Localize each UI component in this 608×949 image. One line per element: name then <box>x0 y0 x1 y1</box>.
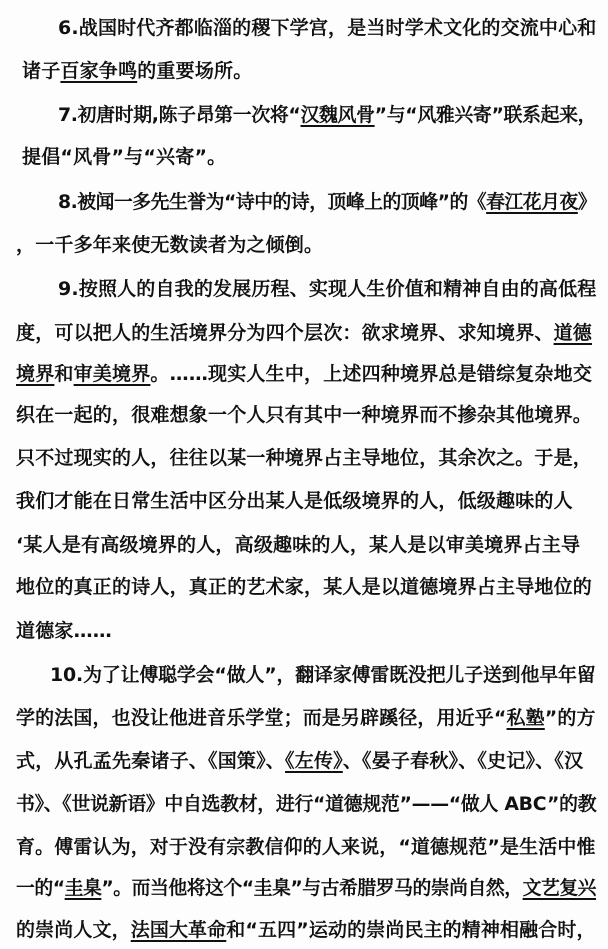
text-line <box>16 362 592 386</box>
text-segment: 学的法国，也没让他进音乐学堂；而是另辟蹊径，用近乎“ <box>16 707 507 729</box>
text-segment: 和 <box>54 363 74 385</box>
text-segment: ”与“风雅兴寄”联系起来， <box>374 104 597 126</box>
text-segment: 诸子 <box>22 60 61 82</box>
underlined-term: 私塾 <box>506 707 545 729</box>
text-segment: 9.按照人的自我的发展历程、实现人生价值和精神自由的高低程 <box>58 278 597 300</box>
text-line <box>16 792 596 816</box>
text-segment: 道德家…… <box>16 620 113 642</box>
underlined-term: 春江花月夜 <box>486 191 578 213</box>
text-line <box>16 619 112 643</box>
text-segment: 、《晏子春秋》、《史记》、《汉 <box>342 750 584 772</box>
underlined-term: 道德 <box>553 322 593 344</box>
text-line <box>16 321 592 345</box>
underlined-term: 圭臬 <box>64 877 102 899</box>
text-line <box>58 16 596 40</box>
text-segment: ，一千多年来使无数读者为之倾倒。 <box>16 234 324 256</box>
text-line <box>22 59 252 83</box>
text-segment: 8.被闻一多先生誉为“诗中的诗，顶峰上的顶峰”的《 <box>58 191 487 213</box>
text-line <box>58 103 596 127</box>
text-segment: ”的方 <box>544 707 596 729</box>
text-segment: 书》、《世说新语》中自选教材，进行“道德规范”——“做人 ABC”的教 <box>16 793 597 815</box>
text-line <box>16 233 323 257</box>
text-segment: 提倡“风骨”与“兴寄”。 <box>22 146 227 168</box>
text-segment: 7.初唐时期,陈子昂第一次将“ <box>58 104 301 126</box>
underlined-term: 境界 <box>16 363 55 385</box>
text-segment: 地位的真正的诗人，真正的艺术家，某人是以道德境界占主导地位的 <box>16 576 593 598</box>
text-line <box>16 706 596 730</box>
text-line <box>16 446 592 470</box>
text-line <box>22 145 226 169</box>
underlined-term: 法国大革命 <box>130 919 227 941</box>
text-segment: 的崇尚人文， <box>16 919 131 941</box>
underlined-term: 审美境界 <box>73 363 151 385</box>
text-segment: 度，可以把人的生活境界分为四个层次：欲求境界、求知境界、 <box>16 322 554 344</box>
underlined-term: 《左传》 <box>285 750 343 772</box>
underlined-term: 百家争鸣 <box>60 60 138 82</box>
text-segment: 我们才能在日常生活中区分出某人是低级境界的人，低级趣味的人 <box>16 490 573 512</box>
text-segment: 》 <box>577 191 597 213</box>
text-segment: 。……现实人生中，上述四种境界总是错综复杂地交 <box>150 363 593 385</box>
text-segment: 6.战国时代齐都临淄的稷下学宫，是当时学术文化的交流中心和 <box>58 17 597 39</box>
text-segment: 育。傅雷认为，对于没有宗教信仰的人来说，“道德规范”是生活中惟 <box>16 836 596 858</box>
text-segment: 织在一起的，很难想象一个人只有其中一种境界而不掺杂其他境界。 <box>16 404 593 426</box>
text-line <box>16 835 596 859</box>
text-segment: 式，从孔孟先秦诸子、《国策》、 <box>16 750 286 772</box>
text-segment: 只不过现实的人，往往以某一种境界占主导地位，其余次之。于是， <box>16 447 593 469</box>
text-line <box>16 489 573 513</box>
text-line <box>16 533 580 557</box>
underlined-term: 文艺复兴 <box>522 877 597 899</box>
text-segment: ”。而当他将这个“圭臬”与古希腊罗马的崇尚自然， <box>101 877 523 899</box>
text-segment: 的重要场所。 <box>137 60 253 82</box>
text-line <box>16 918 596 942</box>
text-line <box>50 663 596 687</box>
text-segment: 和“五四”运动的崇尚民主的精神相融合时， <box>226 919 596 941</box>
text-segment: 一的“ <box>16 877 65 899</box>
text-line <box>16 876 596 900</box>
text-segment: 10.为了让傅聪学会“做人”，翻译家傅雷既没把儿子送到他早年留 <box>50 664 596 686</box>
text-line <box>58 277 596 301</box>
underlined-term: 汉魏风骨 <box>300 104 375 126</box>
text-line <box>16 749 583 773</box>
text-line <box>58 190 596 214</box>
text-line <box>16 403 592 427</box>
text-line <box>16 575 592 599</box>
text-segment: ‘某人是有高级境界的人，高级趣味的人，某人是以审美境界占主导 <box>16 534 581 556</box>
